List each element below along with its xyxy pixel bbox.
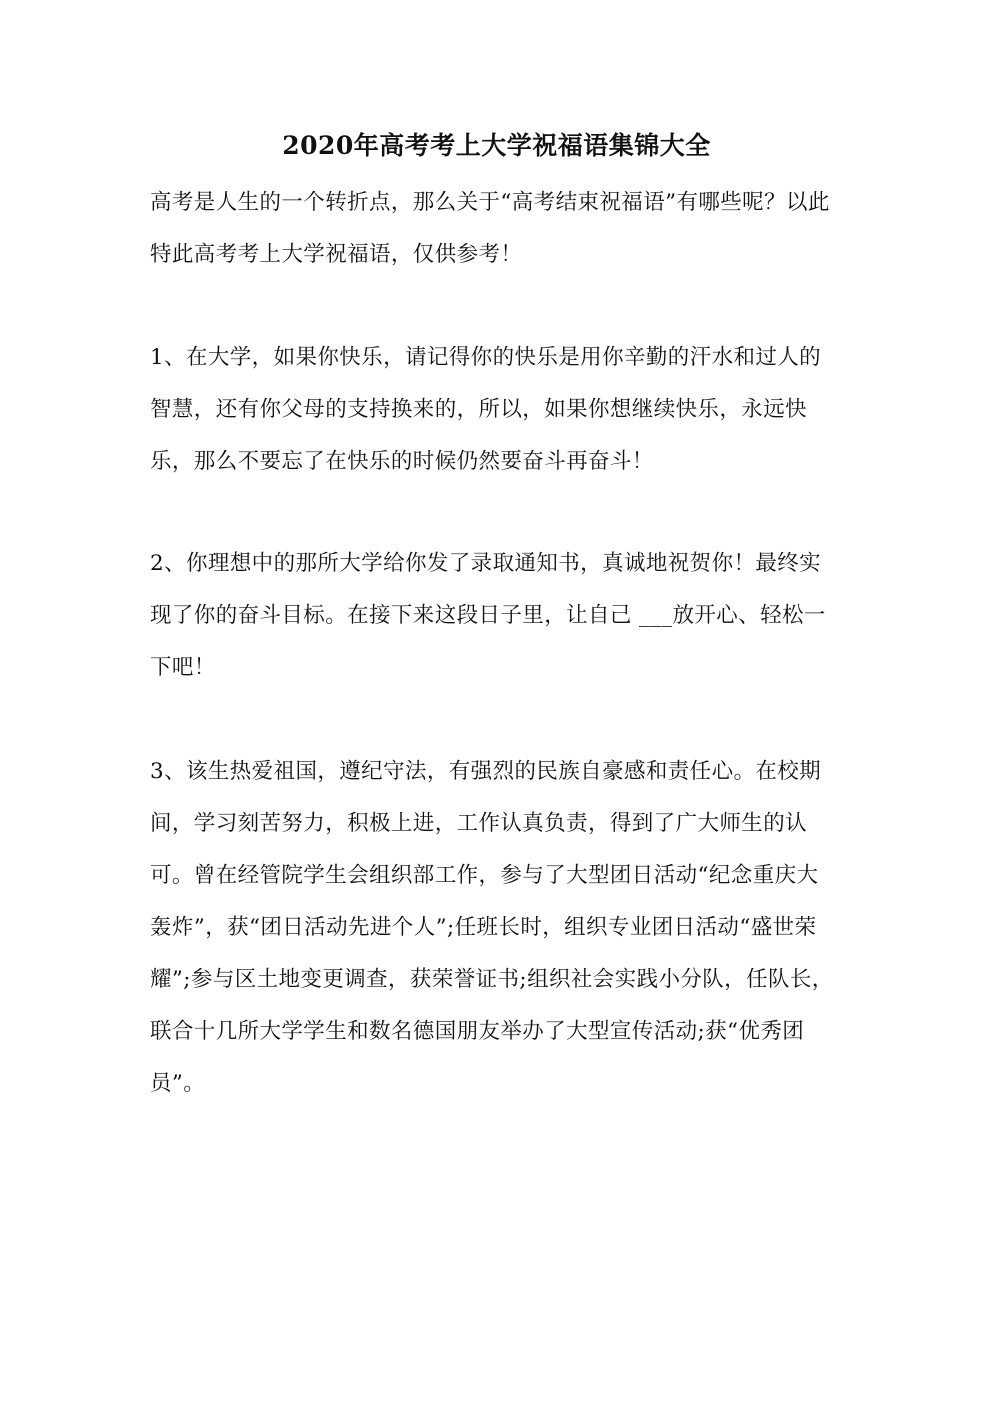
intro-paragraph: 高考是人生的一个转折点，那么关于“高考结束祝福语”有哪些呢？以此特此高考考上大学祝福语，仅供参考！ [150, 190, 830, 267]
wish-paragraph-2: 2、你理想中的那所大学给你发了录取通知书，真诚地祝贺你！最终实现了你的奋斗目标。在接下来这段日子里，让自己 ___放开心、轻松一下吧！ [150, 551, 826, 680]
document-title: 2020年高考考上大学祝福语集锦大全 [282, 131, 711, 160]
wish-paragraph-3: 3、该生热爱祖国，遵纪守法，有强烈的民族自豪感和责任心。在校期间，学习刻苦努力，积极上进，工作认真负责，得到了广大师生的认可。曾在经管院学生会组织部工作，参与了大型团日活动“纪念重庆大轰炸”，获“团日活动先进个人”;任班长时，组织专业团日活动“盛世荣耀”;参与区土地变更调查，获荣誉证书;组织社会实践小分队，任队长，联合十几所大学学生和数名德国朋友举办了大型宣传活动;获“优秀团员”。 [150, 759, 834, 1096]
wish-paragraph-1: 1、在大学，如果你快乐，请记得你的快乐是用你辛勤的汗水和过人的智慧，还有你父母的支持换来的，所以，如果你想继续快乐，永远快乐，那么不要忘了在快乐的时候仍然要奋斗再奋斗！ [150, 345, 822, 474]
